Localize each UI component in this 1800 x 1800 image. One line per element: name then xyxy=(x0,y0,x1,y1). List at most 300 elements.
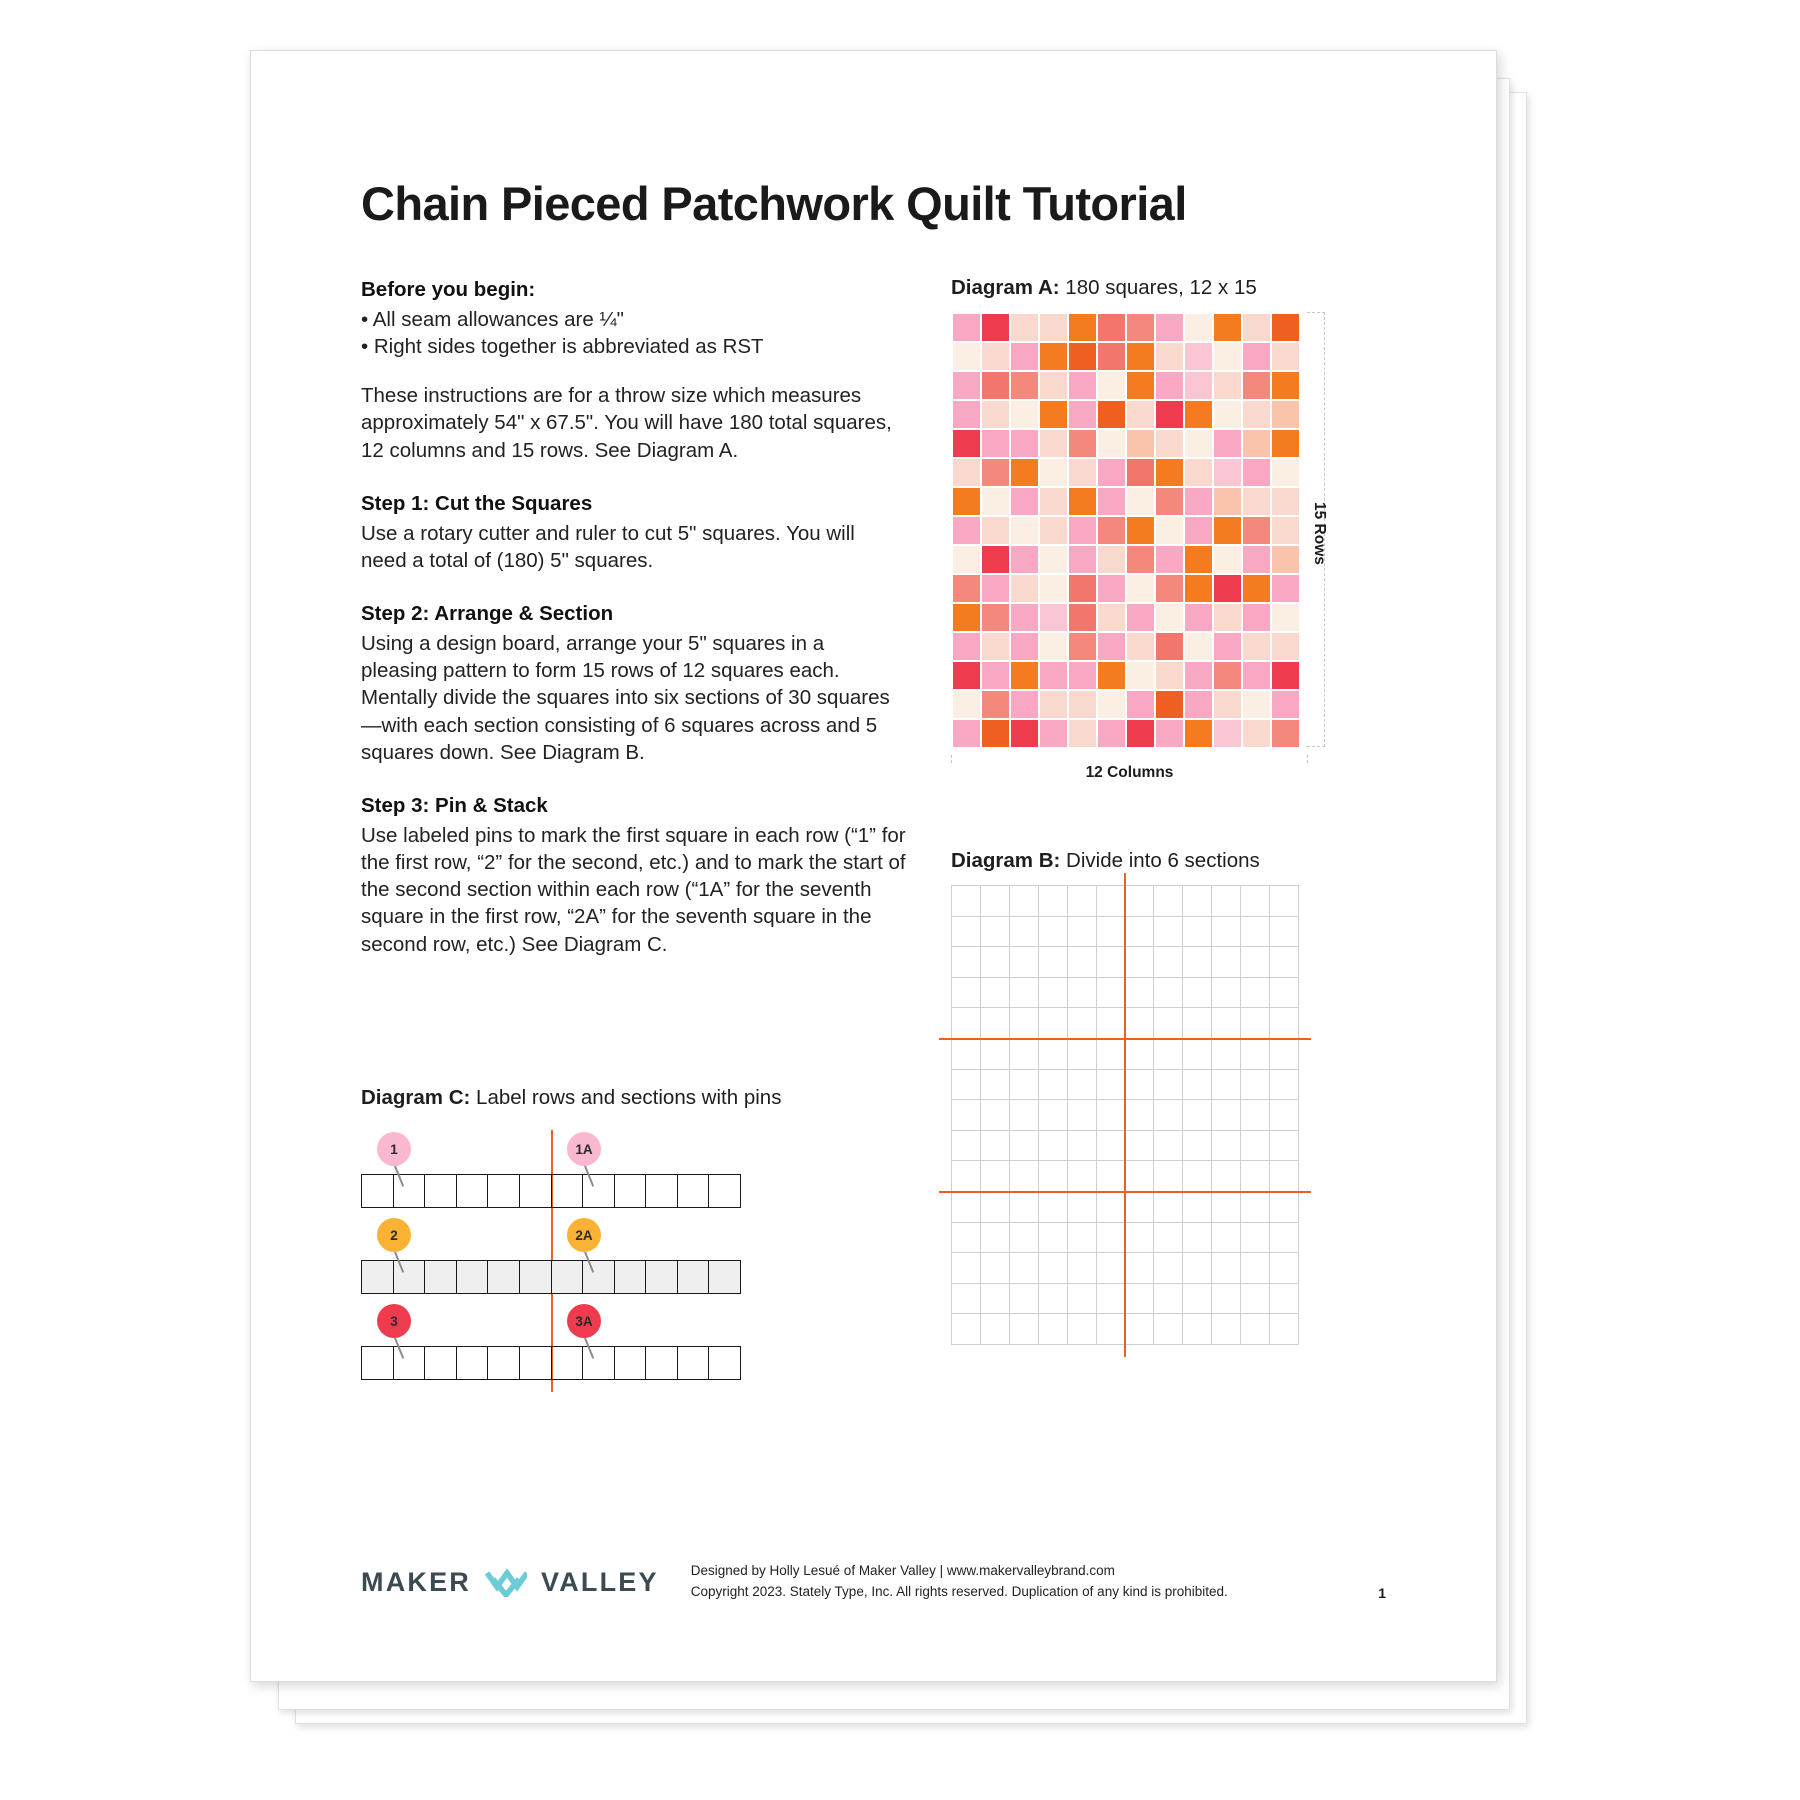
quilt-square xyxy=(1213,574,1242,603)
strip-square xyxy=(552,1261,584,1294)
quilt-square xyxy=(1242,342,1271,371)
chevron-diamond-icon xyxy=(485,1567,527,1597)
square-strip xyxy=(361,1260,741,1294)
before-bullet-1: • All seam allowances are ¼" xyxy=(361,307,624,331)
before-bullet-2: • Right sides together is abbreviated as RST xyxy=(361,334,764,358)
section-grid-cell xyxy=(1183,947,1212,978)
quilt-square xyxy=(952,400,981,429)
strip-square xyxy=(646,1347,678,1380)
quilt-layout-grid xyxy=(951,312,1301,749)
quilt-square xyxy=(1068,487,1097,516)
diagram-a-label-bold: Diagram A: xyxy=(951,276,1060,299)
quilt-square xyxy=(1126,342,1155,371)
section-grid-cell xyxy=(1212,1070,1241,1101)
quilt-square xyxy=(952,632,981,661)
quilt-square xyxy=(1213,719,1242,748)
section-grid-cell xyxy=(952,1070,981,1101)
strip-square xyxy=(709,1347,741,1380)
quilt-square xyxy=(1184,516,1213,545)
quilt-square xyxy=(1155,516,1184,545)
section-grid-cell xyxy=(981,1314,1010,1345)
strip-square xyxy=(457,1347,489,1380)
section-grid-cell xyxy=(1241,1223,1270,1254)
section-grid-cell xyxy=(1097,886,1126,917)
section-grid-cell xyxy=(952,1039,981,1070)
section-grid-cell xyxy=(952,886,981,917)
section-grid-cell xyxy=(1039,1070,1068,1101)
diagrams-column xyxy=(951,276,1421,1345)
section-grid-cell xyxy=(1125,978,1154,1009)
columns-count-label: 12 Columns xyxy=(1080,764,1180,781)
section-grid-cell xyxy=(1068,1253,1097,1284)
quilt-square xyxy=(1010,313,1039,342)
section-grid-cell xyxy=(1241,1192,1270,1223)
section-grid-cell xyxy=(1154,1253,1183,1284)
section-grid-cell xyxy=(1212,1039,1241,1070)
quilt-square xyxy=(1039,429,1068,458)
quilt-square xyxy=(1213,661,1242,690)
quilt-square xyxy=(1184,574,1213,603)
quilt-square xyxy=(1242,574,1271,603)
diagram-a-label xyxy=(951,276,1421,300)
strip-square xyxy=(552,1347,584,1380)
quilt-square xyxy=(952,458,981,487)
quilt-square xyxy=(1242,516,1271,545)
quilt-square xyxy=(1039,603,1068,632)
quilt-square xyxy=(1039,516,1068,545)
quilt-square xyxy=(1039,690,1068,719)
strip-square xyxy=(646,1175,678,1208)
strip-square xyxy=(362,1261,394,1294)
quilt-square xyxy=(1213,632,1242,661)
quilt-square xyxy=(1068,400,1097,429)
quilt-square xyxy=(981,632,1010,661)
section-grid-cell xyxy=(1097,1192,1126,1223)
section-grid-cell xyxy=(1010,1039,1039,1070)
quilt-square xyxy=(981,719,1010,748)
section-grid-cell xyxy=(1183,1223,1212,1254)
quilt-square xyxy=(1242,603,1271,632)
quilt-square xyxy=(1271,632,1300,661)
section-grid-cell xyxy=(1125,1223,1154,1254)
strip-square xyxy=(425,1261,457,1294)
section-grid-cell xyxy=(1097,917,1126,948)
diagram-c-strips xyxy=(361,1130,881,1388)
section-grid-cell xyxy=(1068,978,1097,1009)
section-grid-cell xyxy=(981,1070,1010,1101)
quilt-square xyxy=(1184,603,1213,632)
quilt-square xyxy=(1010,342,1039,371)
strip-square xyxy=(646,1261,678,1294)
section-grid-cell xyxy=(1183,978,1212,1009)
strip-square xyxy=(394,1175,426,1208)
diagram-a-label-rest: 180 squares, 12 x 15 xyxy=(1059,276,1257,299)
section-grid-cell xyxy=(981,947,1010,978)
quilt-square xyxy=(981,342,1010,371)
quilt-square xyxy=(1097,458,1126,487)
quilt-square xyxy=(1097,661,1126,690)
quilt-square xyxy=(1126,545,1155,574)
quilt-square xyxy=(1010,661,1039,690)
section-grid-cell xyxy=(1154,1284,1183,1315)
section-grid-cell xyxy=(1212,947,1241,978)
section-grid-cell xyxy=(1097,1314,1126,1345)
quilt-square xyxy=(1068,516,1097,545)
section-grid-cell xyxy=(952,1284,981,1315)
section-grid-cell xyxy=(1097,1039,1126,1070)
strip-square xyxy=(394,1347,426,1380)
intro-text: These instructions are for a throw size which measures approximately 54" x 67.5". You will have 180 total squares, 12 columns and 15 rows. See Diagram A. xyxy=(361,384,892,462)
section-grid-cell xyxy=(1010,1192,1039,1223)
pin-head-left: 1 xyxy=(377,1132,411,1166)
quilt-square xyxy=(952,516,981,545)
quilt-square xyxy=(1213,342,1242,371)
section-grid-cell xyxy=(1068,1039,1097,1070)
diagram-c-label-bold: Diagram C: xyxy=(361,1086,471,1109)
pin-head-left: 2 xyxy=(377,1218,411,1252)
instructions-column xyxy=(361,276,906,984)
section-grid-cell xyxy=(1125,1314,1154,1345)
section-grid-cell xyxy=(1212,1008,1241,1039)
section-grid-cell xyxy=(1010,1223,1039,1254)
section-grid-cell xyxy=(1212,1161,1241,1192)
section-grid-cell xyxy=(1039,1039,1068,1070)
quilt-square xyxy=(1242,313,1271,342)
section-grid-cell xyxy=(981,1131,1010,1162)
quilt-square xyxy=(1271,516,1300,545)
quilt-square xyxy=(1097,545,1126,574)
section-grid-cell xyxy=(1183,917,1212,948)
quilt-square xyxy=(1155,400,1184,429)
quilt-square xyxy=(981,487,1010,516)
quilt-square xyxy=(1068,690,1097,719)
section-grid-cell xyxy=(1270,917,1299,948)
section-grid-cell xyxy=(1010,1100,1039,1131)
quilt-square xyxy=(1184,661,1213,690)
quilt-square xyxy=(1126,661,1155,690)
strip-square xyxy=(709,1261,741,1294)
section-grid-cell xyxy=(1183,886,1212,917)
section-line-horizontal-2 xyxy=(939,1191,1311,1193)
step-1-heading: Step 1: Cut the Squares xyxy=(361,491,593,515)
quilt-square xyxy=(1271,603,1300,632)
quilt-square xyxy=(1271,487,1300,516)
section-grid-cell xyxy=(1010,1070,1039,1101)
quilt-square xyxy=(1010,516,1039,545)
diagram-c-label-rest: Label rows and sections with pins xyxy=(470,1086,782,1109)
section-grid-cell xyxy=(1154,1100,1183,1131)
quilt-square xyxy=(1097,429,1126,458)
section-grid-cell xyxy=(1097,1100,1126,1131)
strip-square xyxy=(678,1175,710,1208)
quilt-square xyxy=(1155,458,1184,487)
section-grid-cell xyxy=(1039,1161,1068,1192)
diagram-b-figure xyxy=(951,885,1299,1345)
quilt-square xyxy=(1126,400,1155,429)
section-grid-cell xyxy=(1212,1131,1241,1162)
page-number: 1 xyxy=(1378,1585,1386,1601)
section-grid-cell xyxy=(1154,1192,1183,1223)
section-grid-cell xyxy=(1097,978,1126,1009)
before-you-begin-heading: Before you begin: xyxy=(361,278,536,301)
quilt-square xyxy=(1126,313,1155,342)
quilt-square xyxy=(1184,313,1213,342)
section-grid-cell xyxy=(1125,1192,1154,1223)
quilt-square xyxy=(1097,371,1126,400)
quilt-square xyxy=(1039,574,1068,603)
quilt-square xyxy=(1271,458,1300,487)
section-grid-cell xyxy=(981,917,1010,948)
quilt-square xyxy=(1126,632,1155,661)
section-grid-cell xyxy=(1097,1070,1126,1101)
quilt-square xyxy=(1068,371,1097,400)
quilt-square xyxy=(1271,429,1300,458)
section-grid-cell xyxy=(1154,978,1183,1009)
section-grid-cell xyxy=(1154,947,1183,978)
quilt-square xyxy=(1126,371,1155,400)
quilt-square xyxy=(1068,719,1097,748)
quilt-square xyxy=(952,342,981,371)
section-grid-cell xyxy=(1270,1161,1299,1192)
quilt-square xyxy=(981,400,1010,429)
strip-square xyxy=(457,1175,489,1208)
strip-square xyxy=(678,1261,710,1294)
diagram-b-label xyxy=(951,849,1421,873)
quilt-square xyxy=(1010,429,1039,458)
section-grid-cell xyxy=(1039,1008,1068,1039)
quilt-square xyxy=(1213,603,1242,632)
section-grid-cell xyxy=(1270,947,1299,978)
quilt-square xyxy=(1097,632,1126,661)
quilt-square xyxy=(1184,632,1213,661)
pin-strip-row xyxy=(361,1216,881,1302)
quilt-square xyxy=(1126,458,1155,487)
section-grid-cell xyxy=(1241,1253,1270,1284)
section-grid-cell xyxy=(1125,1131,1154,1162)
section-grid-cell xyxy=(1154,1314,1183,1345)
section-grid-cell xyxy=(1183,1284,1212,1315)
page-footer xyxy=(361,1561,1386,1603)
section-grid-cell xyxy=(1010,1314,1039,1345)
section-grid-cell xyxy=(1125,1070,1154,1101)
quilt-square xyxy=(1271,545,1300,574)
section-grid-cell xyxy=(1154,917,1183,948)
section-grid-cell xyxy=(1097,1131,1126,1162)
quilt-square xyxy=(1155,603,1184,632)
quilt-square xyxy=(1242,487,1271,516)
quilt-square xyxy=(1155,313,1184,342)
strip-square xyxy=(520,1261,552,1294)
section-grid-cell xyxy=(1068,1070,1097,1101)
quilt-square xyxy=(1184,429,1213,458)
step-1-text: Use a rotary cutter and ruler to cut 5" squares. You will need a total of (180) 5" squares. xyxy=(361,521,855,572)
section-grid-cell xyxy=(1241,1070,1270,1101)
section-grid-cell xyxy=(1154,1039,1183,1070)
section-grid-cell xyxy=(1125,1161,1154,1192)
step-2-heading: Step 2: Arrange & Section xyxy=(361,602,614,626)
section-grid-cell xyxy=(981,1100,1010,1131)
section-grid-cell xyxy=(1068,1008,1097,1039)
strip-square xyxy=(520,1347,552,1380)
section-grid-cell xyxy=(981,978,1010,1009)
section-grid-cell xyxy=(1068,886,1097,917)
quilt-square xyxy=(1126,603,1155,632)
section-grid-cell xyxy=(1010,1284,1039,1315)
quilt-square xyxy=(952,313,981,342)
section-grid-cell xyxy=(1270,1223,1299,1254)
quilt-square xyxy=(1010,487,1039,516)
quilt-square xyxy=(1039,371,1068,400)
quilt-square xyxy=(1068,458,1097,487)
step-3-heading: Step 3: Pin & Stack xyxy=(361,794,548,818)
section-grid-cell xyxy=(1010,1253,1039,1284)
quilt-square xyxy=(1271,690,1300,719)
quilt-square xyxy=(1213,487,1242,516)
section-grid-cell xyxy=(1068,917,1097,948)
section-grid-cell xyxy=(1097,1284,1126,1315)
section-grid-cell xyxy=(952,1253,981,1284)
quilt-square xyxy=(1213,371,1242,400)
quilt-square xyxy=(952,603,981,632)
quilt-square xyxy=(1184,458,1213,487)
page-title: Chain Pieced Patchwork Quilt Tutorial xyxy=(361,177,1187,230)
section-grid-cell xyxy=(1068,1223,1097,1254)
section-grid-cell xyxy=(1212,1192,1241,1223)
section-grid-cell xyxy=(1125,886,1154,917)
diagram-b-label-rest: Divide into 6 sections xyxy=(1060,849,1260,872)
quilt-square xyxy=(1010,545,1039,574)
section-grid-cell xyxy=(1010,947,1039,978)
quilt-square xyxy=(1184,719,1213,748)
section-grid-cell xyxy=(1068,947,1097,978)
section-grid-cell xyxy=(1183,1100,1212,1131)
section-grid-cell xyxy=(952,947,981,978)
strip-square xyxy=(425,1175,457,1208)
quilt-square xyxy=(1097,487,1126,516)
section-grid-cell xyxy=(1212,917,1241,948)
section-grid-cell xyxy=(1125,1008,1154,1039)
section-grid-cell xyxy=(952,1314,981,1345)
step-3-text: Use labeled pins to mark the first square in each row (“1” for the first row, “2” for the second, etc.) and to mark the start of the second section within each row (“1A” for the seventh square in the first row, “2A” for the seventh square in the second row, etc.) See Diagram C. xyxy=(361,823,906,956)
quilt-square xyxy=(981,458,1010,487)
quilt-square xyxy=(1097,574,1126,603)
strip-square xyxy=(362,1175,394,1208)
section-grid-cell xyxy=(1154,1008,1183,1039)
quilt-square xyxy=(1039,719,1068,748)
strip-square xyxy=(678,1347,710,1380)
section-grid-cell xyxy=(1212,1253,1241,1284)
quilt-square xyxy=(1039,458,1068,487)
section-grid-cell xyxy=(1068,1314,1097,1345)
strip-square xyxy=(615,1347,647,1380)
section-grid-cell xyxy=(1010,886,1039,917)
quilt-square xyxy=(1126,719,1155,748)
quilt-square xyxy=(1271,719,1300,748)
quilt-square xyxy=(1068,313,1097,342)
section-grid-cell xyxy=(1154,1161,1183,1192)
section-grid-cell xyxy=(1212,978,1241,1009)
section-grid-cell xyxy=(1212,1223,1241,1254)
section-grid-cell xyxy=(952,1161,981,1192)
quilt-square xyxy=(981,313,1010,342)
section-grid-cell xyxy=(1154,1223,1183,1254)
section-grid-cell xyxy=(1183,1008,1212,1039)
section-grid-cell xyxy=(1068,1192,1097,1223)
section-grid-cell xyxy=(1097,1161,1126,1192)
quilt-square xyxy=(1068,603,1097,632)
section-grid-cell xyxy=(1154,1131,1183,1162)
section-grid-cell xyxy=(1270,886,1299,917)
quilt-square xyxy=(1068,661,1097,690)
pin-strip-row xyxy=(361,1130,881,1216)
intro-block xyxy=(361,382,906,464)
step-3-block xyxy=(361,792,906,958)
quilt-square xyxy=(1184,487,1213,516)
quilt-square xyxy=(1242,371,1271,400)
section-grid-cell xyxy=(1039,1284,1068,1315)
section-grid-cell xyxy=(1270,1008,1299,1039)
logo-word-left: MAKER xyxy=(361,1566,471,1597)
section-grid-cell xyxy=(1212,1284,1241,1315)
section-grid-cell xyxy=(1270,978,1299,1009)
section-grid-cell xyxy=(1125,917,1154,948)
section-grid-cell xyxy=(981,1223,1010,1254)
section-grid-cell xyxy=(952,1008,981,1039)
section-grid-cell xyxy=(1183,1253,1212,1284)
quilt-square xyxy=(1271,342,1300,371)
section-grid-cell xyxy=(1154,886,1183,917)
quilt-square xyxy=(952,545,981,574)
section-grid-cell xyxy=(1270,1039,1299,1070)
section-grid-cell xyxy=(1241,1314,1270,1345)
footer-line-2: Copyright 2023. Stately Type, Inc. All rights reserved. Duplication of any kind is prohibited. xyxy=(690,1584,1228,1600)
section-grid-cell xyxy=(981,886,1010,917)
quilt-square xyxy=(1271,371,1300,400)
strip-square xyxy=(488,1347,520,1380)
quilt-square xyxy=(1155,690,1184,719)
quilt-square xyxy=(1126,487,1155,516)
section-grid-cell xyxy=(952,1192,981,1223)
quilt-square xyxy=(1097,690,1126,719)
quilt-square xyxy=(1155,429,1184,458)
quilt-square xyxy=(1213,458,1242,487)
strip-square xyxy=(394,1261,426,1294)
quilt-square xyxy=(1242,429,1271,458)
quilt-square xyxy=(1097,516,1126,545)
step-1-block xyxy=(361,490,906,574)
quilt-square xyxy=(981,429,1010,458)
quilt-square xyxy=(1155,371,1184,400)
strip-square xyxy=(425,1347,457,1380)
quilt-square xyxy=(1126,690,1155,719)
section-grid-cell xyxy=(1125,1100,1154,1131)
section-grid-cell xyxy=(1125,1284,1154,1315)
section-grid-cell xyxy=(1270,1100,1299,1131)
section-grid-cell xyxy=(1039,1314,1068,1345)
quilt-square xyxy=(952,371,981,400)
section-line-vertical xyxy=(1124,873,1126,1357)
section-grid-cell xyxy=(981,1284,1010,1315)
quilt-square xyxy=(1155,342,1184,371)
strip-square xyxy=(583,1347,615,1380)
section-grid-cell xyxy=(1039,1253,1068,1284)
footer-credit xyxy=(691,1561,1228,1603)
quilt-square xyxy=(1039,342,1068,371)
quilt-square xyxy=(1097,603,1126,632)
logo-word-right: VALLEY xyxy=(541,1566,659,1597)
quilt-square xyxy=(1126,574,1155,603)
pin-strip-row xyxy=(361,1302,881,1388)
